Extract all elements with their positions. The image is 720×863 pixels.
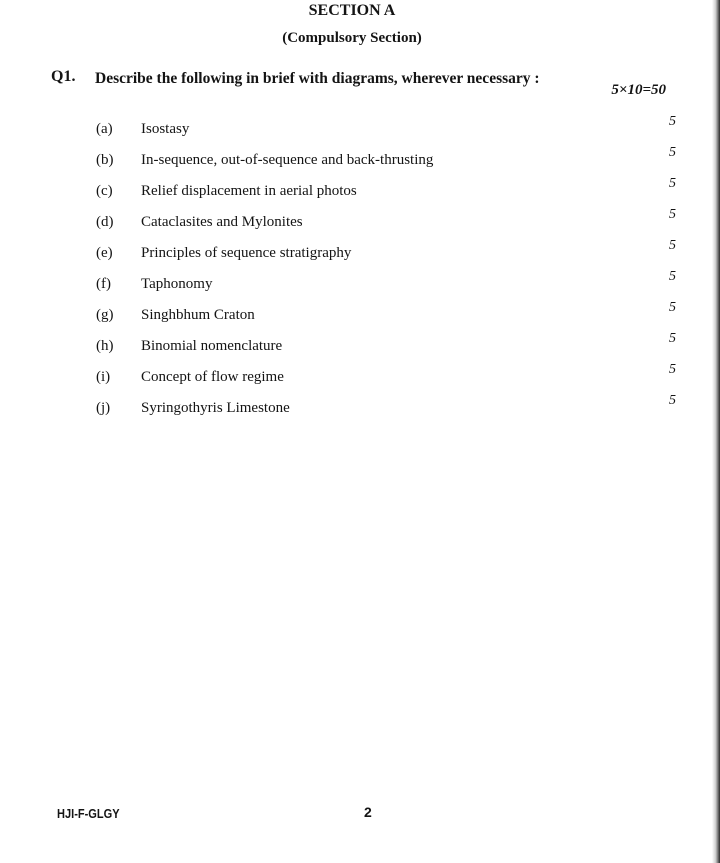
- item-marks: 5: [669, 269, 676, 284]
- item-marks: 5: [669, 331, 676, 346]
- question-item: [0, 145, 712, 176]
- item-marks: 5: [669, 300, 676, 315]
- item-text: Binomial nomenclature: [141, 338, 283, 354]
- item-text: Syringothyris Limestone: [141, 400, 290, 416]
- item-marks: 5: [669, 207, 676, 222]
- question-item: [0, 300, 712, 331]
- question-item: [0, 114, 712, 145]
- item-text: Isostasy: [141, 121, 190, 137]
- question-marks: 5×10=50: [611, 82, 666, 98]
- item-marks: 5: [669, 114, 676, 129]
- item-marks: 5: [669, 362, 676, 377]
- item-label: (d): [96, 214, 114, 230]
- question-item: [0, 176, 712, 207]
- question-item: [0, 269, 712, 300]
- question-number: Q1.: [51, 68, 76, 85]
- question-item: [0, 362, 712, 393]
- item-text: Concept of flow regime: [141, 369, 284, 385]
- item-marks: 5: [669, 145, 676, 160]
- item-label: (j): [96, 400, 111, 416]
- item-text: In-sequence, out-of-sequence and back-thrusting: [141, 152, 434, 168]
- section-subtitle: (Compulsory Section): [282, 30, 422, 46]
- item-label: (f): [96, 276, 111, 292]
- item-marks: 5: [669, 238, 676, 253]
- item-label: (g): [96, 307, 114, 323]
- item-label: (b): [96, 152, 114, 168]
- item-label: (a): [96, 121, 113, 137]
- scan-edge-shadow: [712, 0, 720, 863]
- section-title: SECTION A: [308, 2, 396, 19]
- item-text: Principles of sequence stratigraphy: [141, 245, 352, 261]
- item-label: (i): [96, 369, 111, 385]
- item-label: (c): [96, 183, 113, 199]
- item-marks: 5: [669, 176, 676, 191]
- question-text: Describe the following in brief with diagrams, wherever necessary :: [95, 70, 540, 87]
- item-label: (e): [96, 245, 113, 261]
- page-number: 2: [364, 804, 372, 820]
- item-text: Cataclasites and Mylonites: [141, 214, 303, 230]
- question-item-list: [0, 114, 712, 424]
- item-text: Singhbhum Craton: [141, 307, 255, 323]
- item-text: Relief displacement in aerial photos: [141, 183, 357, 199]
- question-item: [0, 331, 712, 362]
- question-item: [0, 393, 712, 424]
- question-item: [0, 238, 712, 269]
- item-marks: 5: [669, 393, 676, 408]
- item-label: (h): [96, 338, 114, 354]
- paper-code: HJI-F-GLGY: [57, 806, 120, 821]
- question-item: [0, 207, 712, 238]
- item-text: Taphonomy: [141, 276, 213, 292]
